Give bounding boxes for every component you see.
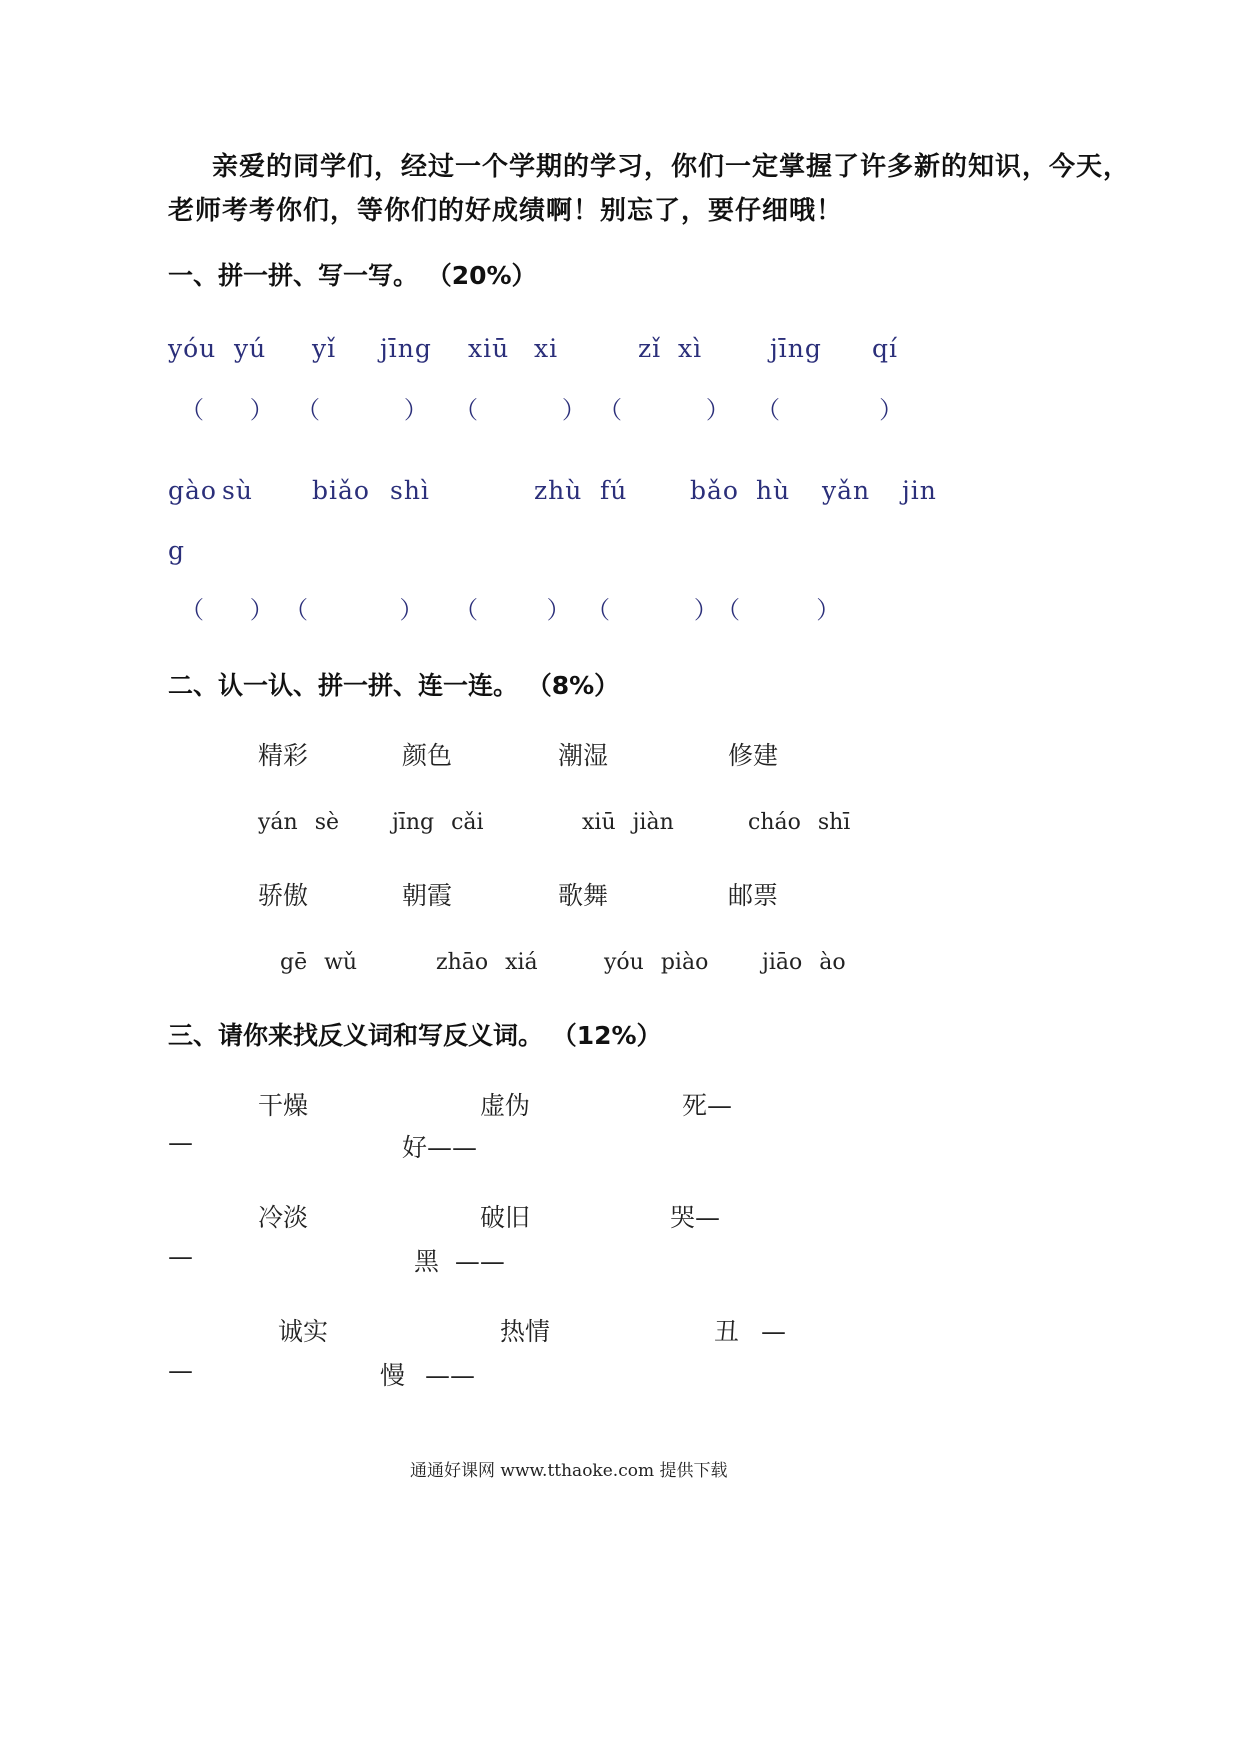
- pinyin-item: xiū jiàn: [582, 810, 674, 835]
- answer-blank[interactable]: （ ）: [454, 396, 586, 424]
- antonym-word: 慢 ——: [380, 1361, 475, 1390]
- pinyin-item: gē wǔ: [280, 950, 358, 975]
- pinyin-item: fú: [600, 476, 628, 505]
- pinyin-item: jīng: [770, 334, 822, 363]
- word-item: 朝霞: [402, 881, 453, 910]
- pinyin-item: cháo shī: [748, 810, 851, 835]
- pinyin-item: zhāo xiá: [436, 950, 538, 975]
- antonym-word: 丑 —: [714, 1317, 786, 1346]
- word-item: 邮票: [728, 881, 779, 910]
- pinyin-item: jin: [902, 476, 937, 505]
- answer-blank[interactable]: （ ）: [756, 396, 904, 424]
- word-item: 颜色: [402, 741, 453, 770]
- answer-blank[interactable]: （ ）: [296, 396, 428, 424]
- pinyin-item: yóu piào: [604, 950, 709, 975]
- pinyin-item: jiāo ào: [762, 950, 846, 975]
- pinyin-item: biǎo: [312, 476, 370, 505]
- pinyin-item: zǐ: [638, 334, 662, 363]
- answer-blank[interactable]: （ ）: [716, 596, 841, 624]
- antonym-word: 好——: [402, 1133, 478, 1162]
- pinyin-item: g: [168, 536, 186, 565]
- word-item: 修建: [728, 741, 779, 770]
- word-item: 潮湿: [558, 741, 609, 770]
- pinyin-item: yǎn: [822, 476, 871, 505]
- intro-line-2: 老师考考你们，等你们的好成绩啊！别忘了，要仔细哦！: [168, 196, 844, 226]
- pinyin-item: shì: [390, 476, 430, 505]
- section3-heading: 三、请你来找反义词和写反义词。 （12%）: [168, 1021, 662, 1050]
- pinyin-item: yóu: [168, 334, 217, 363]
- antonym-word: 死—: [682, 1091, 733, 1120]
- antonym-word: —: [168, 1242, 193, 1271]
- pinyin-item: jīng cǎi: [392, 810, 484, 835]
- word-item: 歌舞: [558, 881, 609, 910]
- pinyin-item: xiū: [468, 334, 510, 363]
- pinyin-item: yán sè: [258, 810, 340, 835]
- antonym-word: 黑 ——: [414, 1247, 505, 1276]
- pinyin-item: gào: [168, 476, 217, 505]
- antonym-word: 虚伪: [480, 1091, 531, 1120]
- pinyin-item: xì: [678, 334, 703, 363]
- pinyin-item: hù: [756, 476, 791, 505]
- antonym-word: 诚实: [278, 1317, 329, 1346]
- answer-blank[interactable]: （ ）: [454, 596, 571, 624]
- antonym-word: —: [168, 1128, 193, 1157]
- pinyin-item: yǐ: [312, 334, 337, 363]
- pinyin-item: zhù: [534, 476, 583, 505]
- answer-blank[interactable]: （ ）: [598, 396, 730, 424]
- answer-blank[interactable]: （ ）: [586, 596, 718, 624]
- section2-heading: 二、认一认、拼一拼、连一连。 （8%）: [168, 671, 620, 700]
- answer-blank[interactable]: （ ）: [180, 596, 274, 624]
- pinyin-item: jīng: [380, 334, 432, 363]
- word-item: 精彩: [258, 741, 309, 770]
- pinyin-item: bǎo: [690, 476, 739, 505]
- page-footer: 通通好课网 www.tthaoke.com 提供下载: [410, 1461, 728, 1481]
- pinyin-item: sù: [222, 476, 253, 505]
- antonym-word: 哭—: [670, 1203, 721, 1232]
- pinyin-item: qí: [872, 334, 898, 363]
- answer-blank[interactable]: （ ）: [284, 596, 424, 624]
- pinyin-item: yú: [234, 334, 267, 363]
- section1-heading: 一、拼一拼、写一写。 （20%）: [168, 261, 537, 290]
- antonym-word: —: [168, 1356, 193, 1385]
- intro-line-1: 亲爱的同学们，经过一个学期的学习，你们一定掌握了许多新的知识，今天，: [212, 152, 1131, 182]
- answer-blank[interactable]: （ ）: [180, 396, 274, 424]
- antonym-word: 破旧: [480, 1203, 531, 1232]
- antonym-word: 干燥: [258, 1091, 309, 1120]
- antonym-word: 热情: [500, 1317, 551, 1346]
- pinyin-item: xi: [534, 334, 559, 363]
- antonym-word: 冷淡: [258, 1203, 309, 1232]
- word-item: 骄傲: [258, 881, 309, 910]
